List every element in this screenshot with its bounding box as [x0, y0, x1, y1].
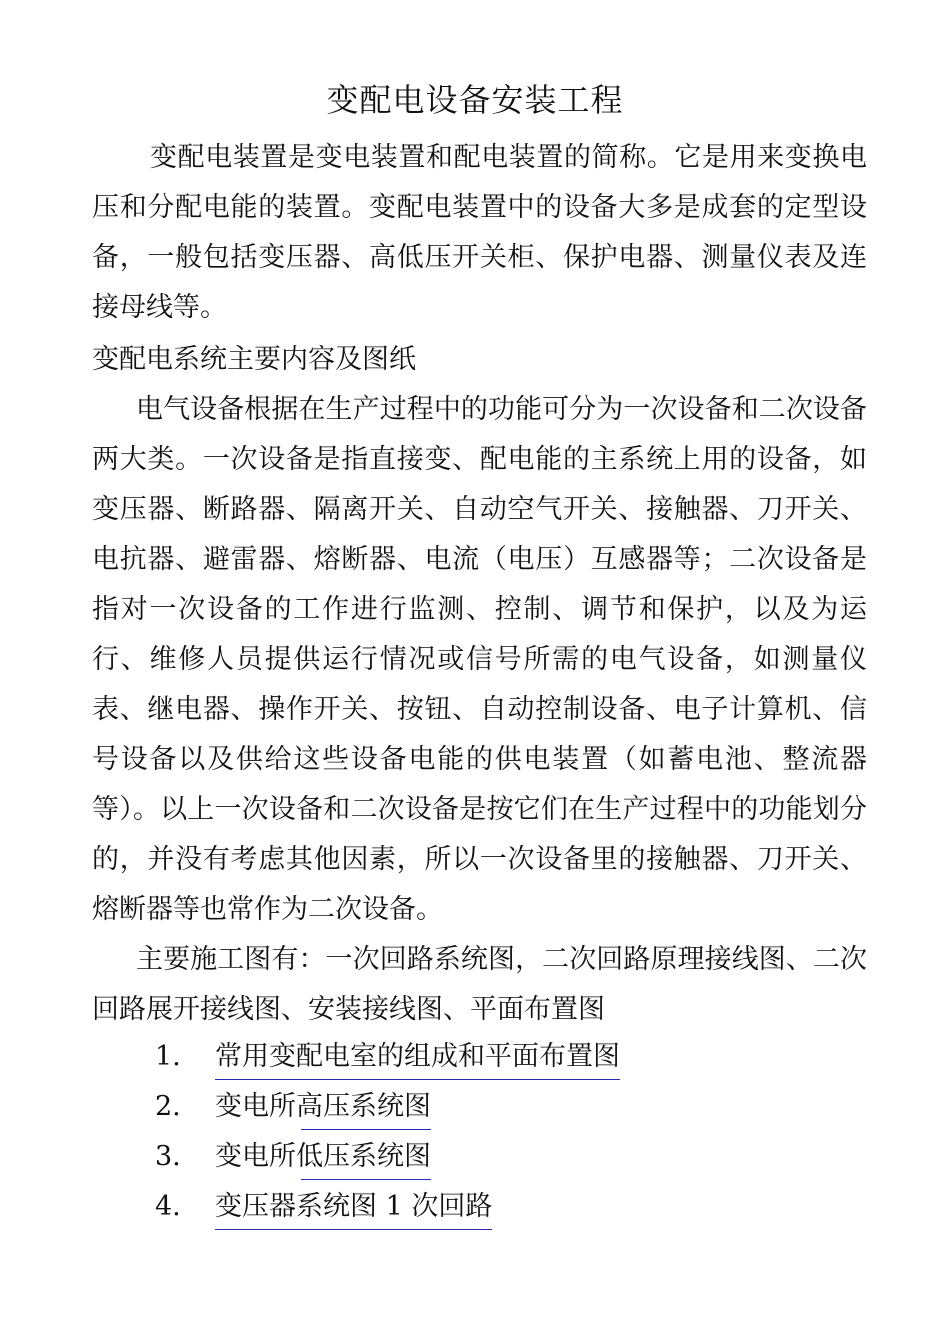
list-number: 4. — [155, 1191, 181, 1222]
list-item — [155, 1032, 620, 1082]
drawing-link-list — [155, 1032, 620, 1232]
list-number: 1. — [155, 1041, 181, 1072]
list-item — [155, 1082, 620, 1132]
paragraph-equipment: 电气设备根据在生产过程中的功能可分为一次设备和二次设备两大类。一次设备是指直接变、配电能的主系统上用的设备，如变压器、断路器、隔离开关、自动空气开关、接触器、刀开关、电抗器、避雷器、熔断器、电流（电压）互感器等；二次设备是指对一次设备的工作进行监测、控制、调节和保护，以及为运行、维修人员提供运行情况或信号所需的电气设备，如测量仪表、继电器、操作开关、按钮、自动控制设备、电子计算机、信号设备以及供给这些设备电能的供电装置（如蓄电池、整流器等）。以上一次设备和二次设备是按它们在生产过程中的功能划分的，并没有考虑其他因素，所以一次设备里的接触器、刀开关、熔断器等也常作为二次设备。 — [92, 394, 867, 925]
list-item — [155, 1182, 620, 1232]
drawing-link-transformer[interactable]: 变压器系统图 1 次回路 — [215, 1191, 492, 1226]
list-number: 2. — [155, 1091, 181, 1122]
document-title: 变配电设备安装工程 — [326, 81, 624, 119]
list-number: 3. — [155, 1141, 181, 1172]
list-item — [155, 1132, 620, 1182]
paragraph-drawings: 主要施工图有：一次回路系统图，二次回路原理接线图、二次回路展开接线图、安装接线图、平面布置图 — [92, 944, 867, 1025]
drawing-link-low-voltage[interactable]: 变电所低压系统图 — [215, 1141, 431, 1176]
section-heading: 变配电系统主要内容及图纸 — [92, 344, 416, 375]
drawing-link-layout[interactable]: 常用变配电室的组成和平面布置图 — [215, 1041, 620, 1076]
drawing-link-high-voltage[interactable]: 变电所高压系统图 — [215, 1091, 431, 1126]
paragraph-intro: 变配电装置是变电装置和配电装置的简称。它是用来变换电压和分配电能的装置。变配电装置中的设备大多是成套的定型设备，一般包括变压器、高低压开关柜、保护电器、测量仪表及连接母线等。 — [92, 142, 867, 323]
